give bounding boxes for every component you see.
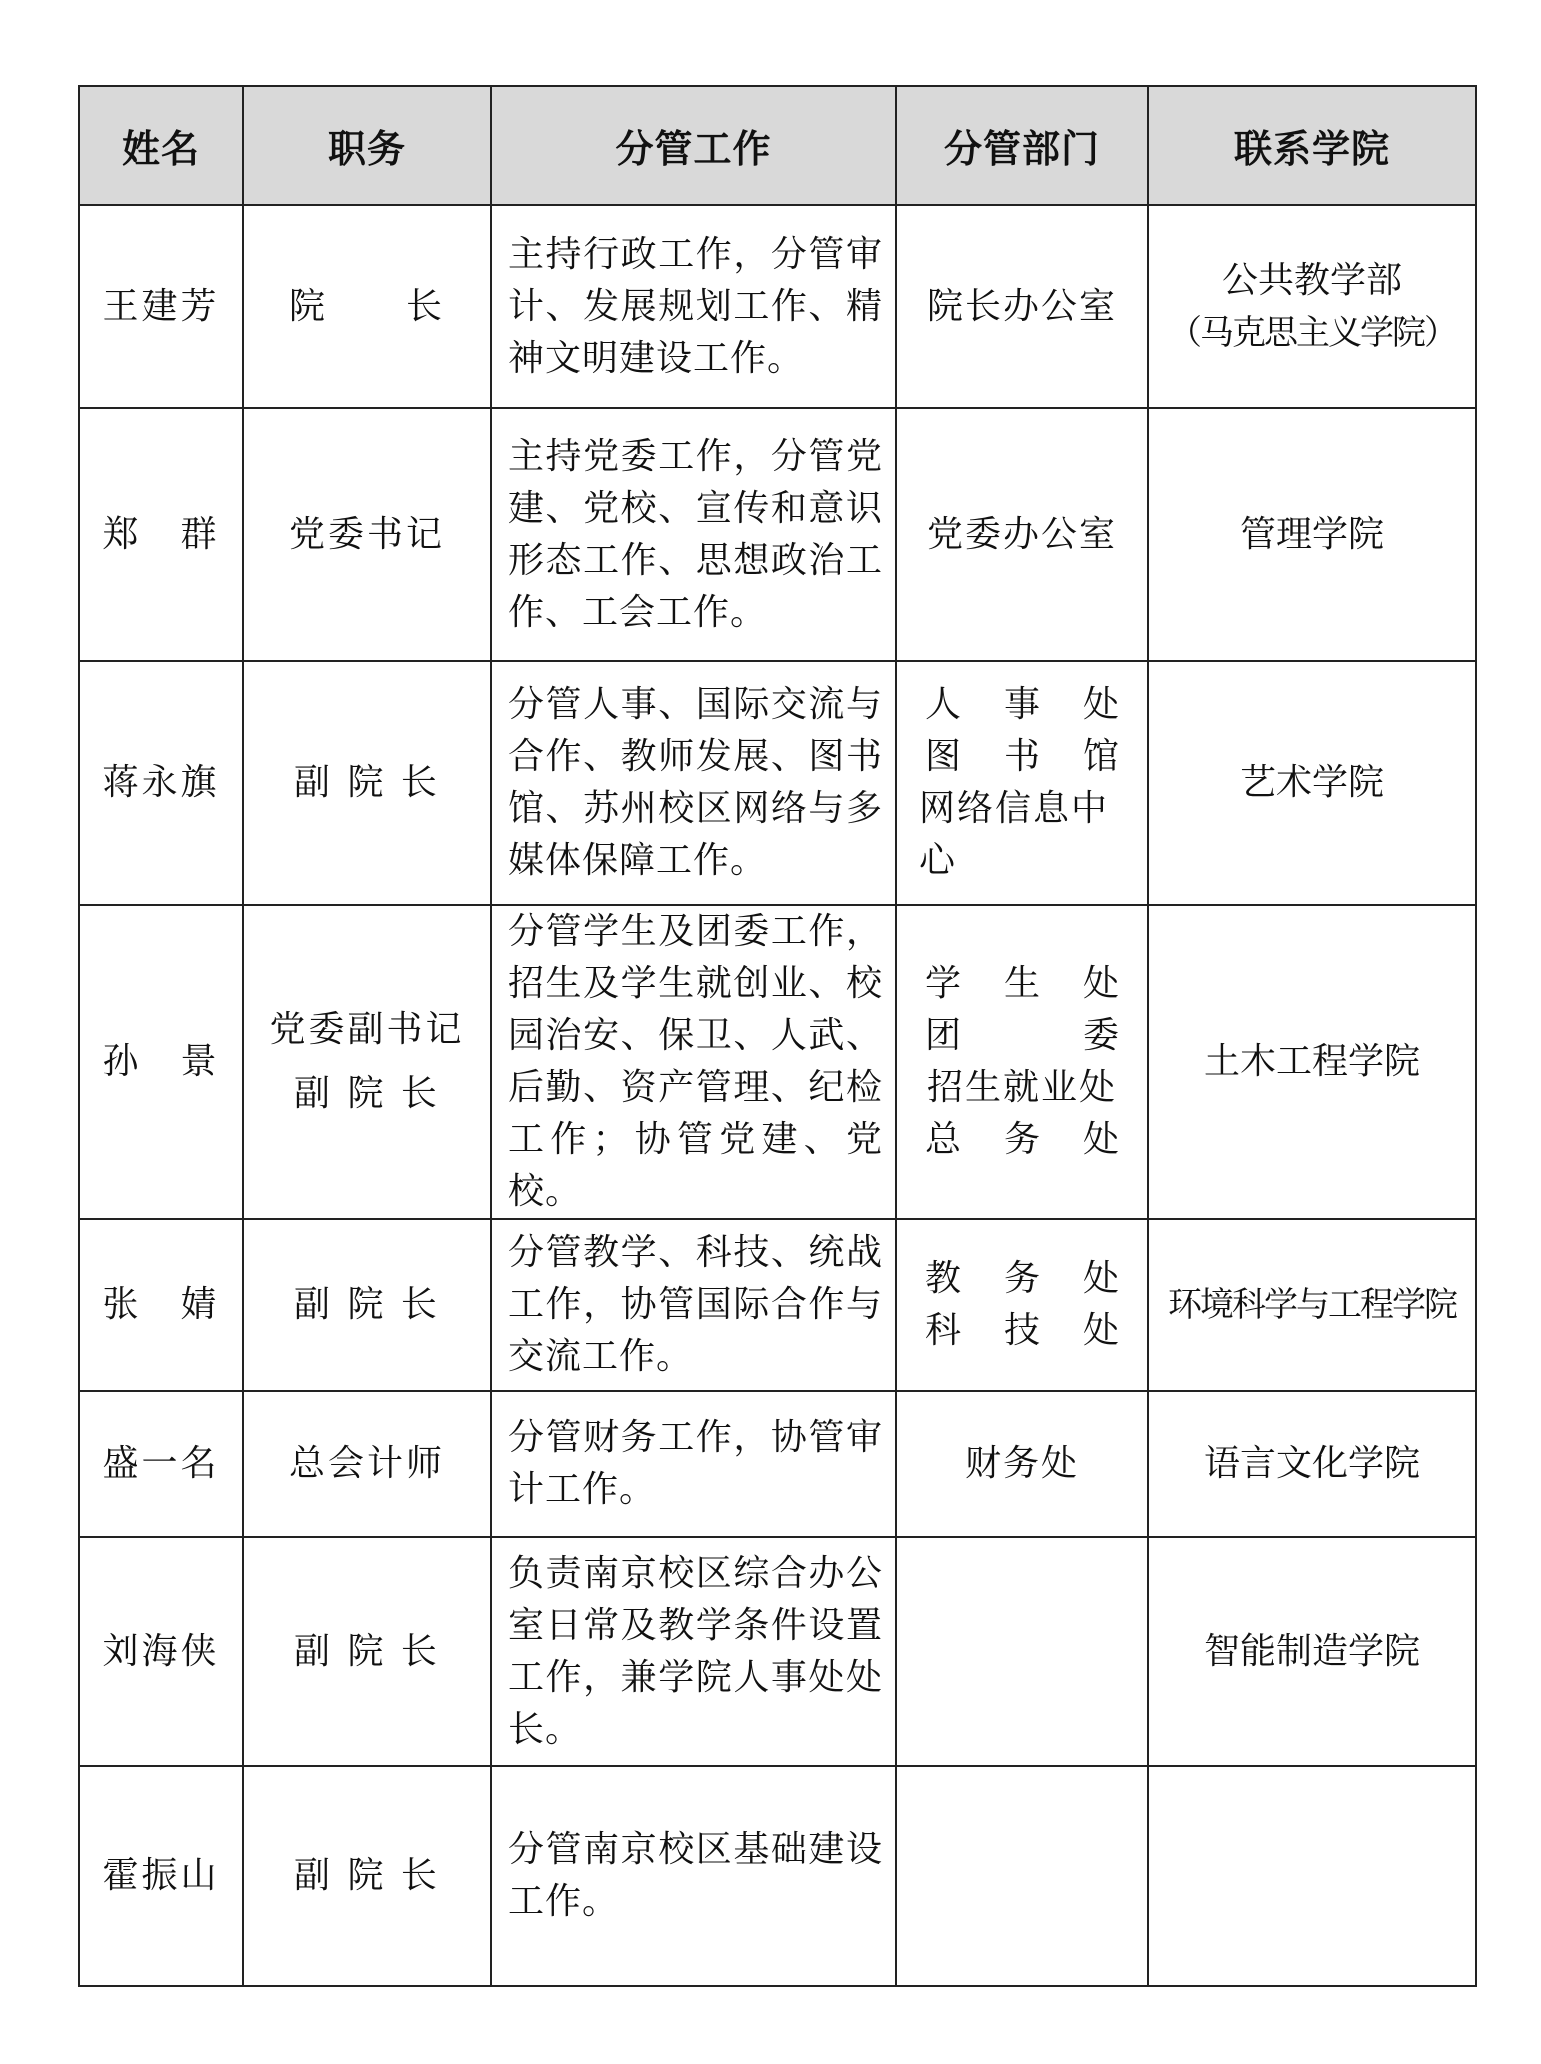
dept-line: 院长办公室 [926,285,1117,327]
header-post: 职务 [243,86,491,205]
cell-name: 盛一名 [79,1391,243,1537]
cell-college [1148,205,1476,408]
cell-name: 张 婧 [79,1219,243,1391]
cell-name: 郑 群 [79,408,243,661]
cell-work: 主持党委工作，分管党建、党校、宣传和意识形态工作、思想政治工作、工会工作。 [491,408,896,661]
post-line: 副 院 长 [294,1630,440,1672]
cell-college [1148,408,1476,661]
post-line: 总会计师 [288,1443,445,1484]
header-name: 姓名 [79,86,243,205]
cell-college [1148,661,1476,905]
cell-name: 王建芳 [79,205,243,408]
header-dept: 分管部门 [896,86,1148,205]
cell-name: 蒋永旗 [79,661,243,905]
post-line: 党委书记 [288,513,445,555]
cell-name: 刘海侠 [79,1537,243,1766]
dept-line: 科 技 处 [925,1310,1119,1351]
college-line: 语言文化学院 [1203,1443,1420,1484]
college-line: 智能制造学院 [1203,1630,1420,1672]
cell-post [243,905,491,1219]
dept-line: 教 务 处 [925,1258,1119,1299]
cell-college [1148,1537,1476,1766]
cell-post [243,661,491,905]
cell-work: 分管教学、科技、统战工作，协管国际合作与交流工作。 [491,1219,896,1391]
cell-dept [896,1766,1148,1986]
college-line: 管理学院 [1239,513,1384,555]
header-college: 联系学院 [1148,86,1476,205]
cell-dept [896,1391,1148,1537]
cell-post [243,205,491,408]
cell-college [1148,1391,1476,1537]
dept-line: 党委办公室 [926,513,1117,555]
dept-line: 人 事 处 [925,684,1119,725]
cell-post [243,1391,491,1537]
cell-name: 孙 景 [79,905,243,1219]
dept-line: 团 委 [925,1015,1119,1056]
post-line: 院 长 [288,285,445,327]
cell-college [1148,1766,1476,1986]
dept-line: 图 书 馆 [925,736,1119,777]
post-line: 党委副书记 [269,1009,465,1050]
header-work: 分管工作 [491,86,896,205]
cell-dept [896,1219,1148,1391]
dept-line: 网络信息中心 [919,788,1110,881]
dept-line: 招生就业处 [926,1067,1117,1108]
cell-college [1148,1219,1476,1391]
post-line: 副 院 长 [294,762,440,803]
post-line: 副 院 长 [294,1855,440,1896]
leadership-duty-table [78,85,1477,1987]
table-header-row [79,86,1476,205]
dept-line: 总 务 处 [925,1119,1119,1160]
table-row [79,1219,1476,1391]
cell-work: 负责南京校区综合办公室日常及教学条件设置工作，兼学院人事处处长。 [491,1537,896,1766]
cell-dept [896,905,1148,1219]
dept-line: 学 生 处 [925,963,1119,1004]
table-row [79,661,1476,905]
cell-dept [896,661,1148,905]
cell-dept [896,205,1148,408]
college-line: 公共教学部 [1221,259,1402,301]
table-body [79,205,1476,1986]
cell-work: 分管学生及团委工作，招生及学生就创业、校园治安、保卫、人武、后勤、资产管理、纪检工作；协管党建、党校。 [491,905,896,1219]
table-row [79,205,1476,408]
cell-work: 分管南京校区基础建设工作。 [491,1766,896,1986]
cell-name: 霍振山 [79,1766,243,1986]
cell-dept [896,1537,1148,1766]
cell-post [243,1766,491,1986]
college-line: （马克思主义学院） [1168,312,1456,353]
cell-work: 分管财务工作，协管审计工作。 [491,1391,896,1537]
cell-post [243,408,491,661]
college-line: 土木工程学院 [1203,1041,1420,1082]
college-line: 艺术学院 [1239,762,1384,803]
cell-post [243,1219,491,1391]
table-row [79,408,1476,661]
cell-college [1148,905,1476,1219]
table-row [79,1391,1476,1537]
post-line: 副 院 长 [294,1073,440,1114]
college-line: 环境科学与工程学院 [1168,1285,1456,1325]
table-row [79,905,1476,1219]
table-row [79,1537,1476,1766]
cell-post [243,1537,491,1766]
cell-work: 分管人事、国际交流与合作、教师发展、图书馆、苏州校区网络与多媒体保障工作。 [491,661,896,905]
cell-dept [896,408,1148,661]
dept-line: 财务处 [964,1443,1079,1484]
post-line: 副 院 长 [294,1284,440,1325]
table-row [79,1766,1476,1986]
cell-work: 主持行政工作，分管审计、发展规划工作、精神文明建设工作。 [491,205,896,408]
